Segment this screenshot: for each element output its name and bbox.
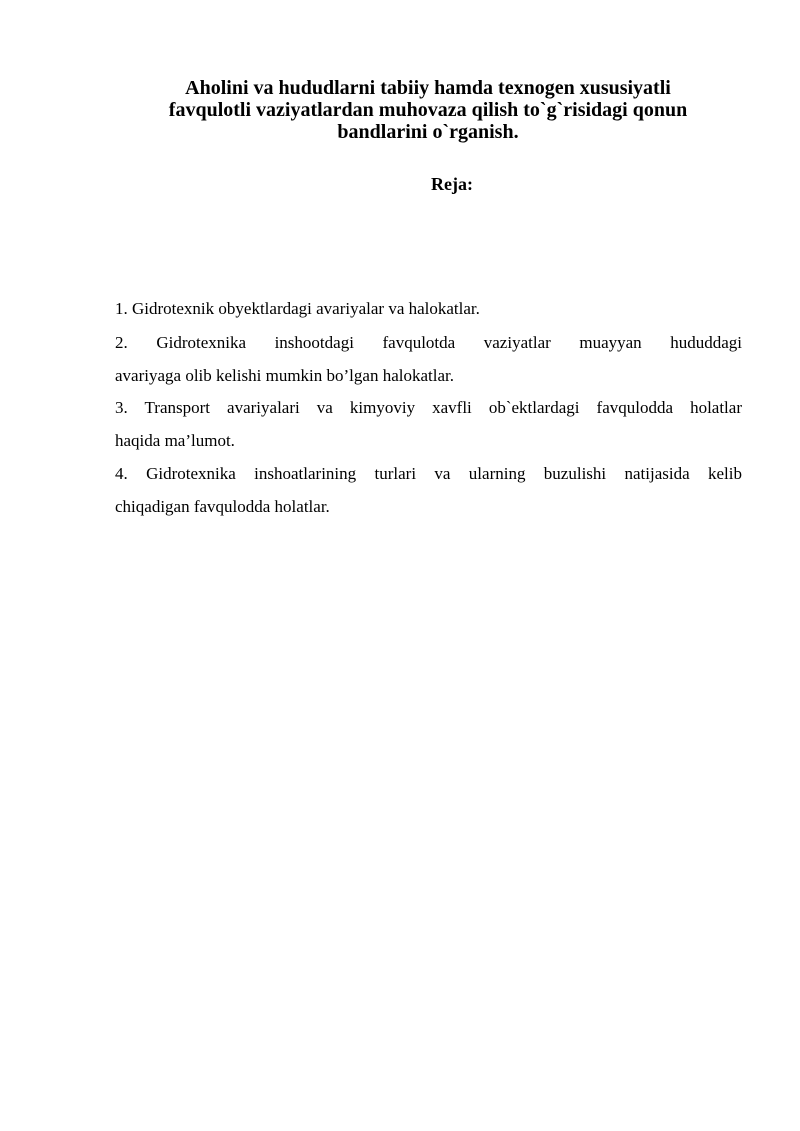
plan-item-3 [115, 398, 742, 464]
plan-heading: Reja: [431, 174, 473, 194]
title-line: bandlarini o`rganish. [337, 121, 519, 143]
plan-item-line: chiqadigan favqulodda holatlar. [115, 497, 330, 516]
title-line: favqulotli vaziyatlardan muhovaza qilish to`g`risidagi qonun [168, 99, 688, 121]
plan-item-line: 3. Transport avariyalari va kimyoviy xavfli ob`ektlardagi favqulodda holatlar [115, 398, 742, 417]
plan-item-line: 2. Gidrotexnika inshootdagi favqulotda vaziyatlar muayyan hududdagi [115, 333, 742, 352]
plan-item-line: avariyaga olib kelishi mumkin bo’lgan halokatlar. [115, 366, 454, 385]
plan-item-line: haqida ma’lumot. [115, 431, 235, 450]
plan-item-1 [115, 299, 742, 332]
document-title [128, 77, 728, 143]
plan-item-2 [115, 333, 742, 399]
plan-item-line: 4. Gidrotexnika inshoatlarining turlari va ularning buzulishi natijasida kelib [115, 464, 742, 483]
plan-item-4 [115, 464, 742, 530]
plan-item-line: 1. Gidrotexnik obyektlardagi avariyalar va halokatlar. [115, 299, 480, 318]
title-line: Aholini va hududlarni tabiiy hamda texnogen xususiyatli [185, 77, 671, 99]
